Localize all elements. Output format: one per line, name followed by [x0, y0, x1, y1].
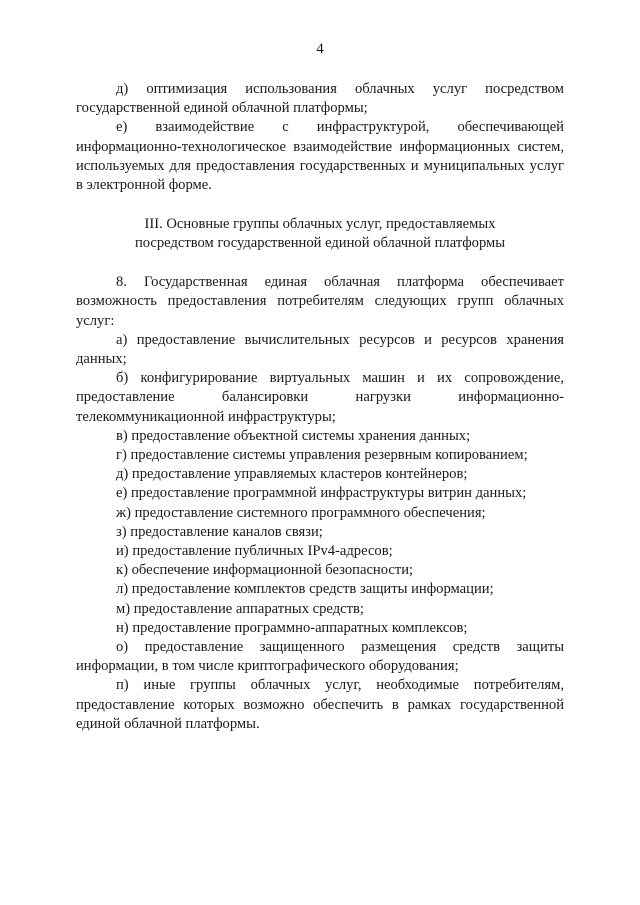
list-item-z: з) предоставление каналов связи; — [116, 523, 323, 540]
list-item-a: а) предоставление вычислительных ресурсов и ресурсов хранения данных; — [76, 331, 564, 368]
document-body — [76, 80, 564, 734]
page-number: 4 — [316, 41, 324, 57]
section-heading-line-2: посредством государственной единой облачной платформы — [134, 235, 506, 252]
item-d: д) оптимизация использования облачных услуг посредством государственной единой облачной платформы; — [76, 81, 564, 117]
item-e: е) взаимодействие с инфраструктурой, обеспечивающей информационно-технологическое взаимодействие информационных систем, используемых для предоставления государственных и муниципальных услуг в электронной форме. — [76, 119, 564, 194]
list-item-v: в) предоставление объектной системы хранения данных; — [116, 427, 471, 444]
list-item-b: б) конфигурирование виртуальных машин и их сопровождение, предоставление балансировки нагрузки информационно-телекоммуникационной инфраструктуры; — [76, 370, 564, 425]
list-item-o: о) предоставление защищенного размещения средств защиты информации, в том числе криптографического оборудования; — [76, 639, 564, 675]
list-item-zh: ж) предоставление системного программного обеспечения; — [116, 504, 486, 521]
section-heading — [76, 215, 564, 253]
list-item-d: д) предоставление управляемых кластеров контейнеров; — [116, 466, 468, 483]
list-item-i: и) предоставление публичных IPv4-адресов; — [116, 543, 393, 560]
clause-8: 8. Государственная единая облачная платформа обеспечивает возможность предоставления потребителям следующих групп облачных услуг: — [76, 274, 564, 329]
list-item-n: н) предоставление программно-аппаратных комплексов; — [116, 619, 468, 636]
list-item-g: г) предоставление системы управления резервным копированием; — [116, 447, 528, 464]
list-item-m: м) предоставление аппаратных средств; — [116, 600, 364, 617]
list-item-l: л) предоставление комплектов средств защиты информации; — [116, 581, 494, 598]
list-item-p: п) иные группы облачных услуг, необходимые потребителям, предоставление которых возможно обеспечить в рамках государственной единой облачной платформы. — [76, 677, 564, 732]
list-item-e: е) предоставление программной инфраструктуры витрин данных; — [116, 485, 527, 502]
section-heading-line-1: III. Основные группы облачных услуг, предоставляемых — [144, 216, 496, 233]
list-item-k: к) обеспечение информационной безопасности; — [116, 562, 414, 579]
